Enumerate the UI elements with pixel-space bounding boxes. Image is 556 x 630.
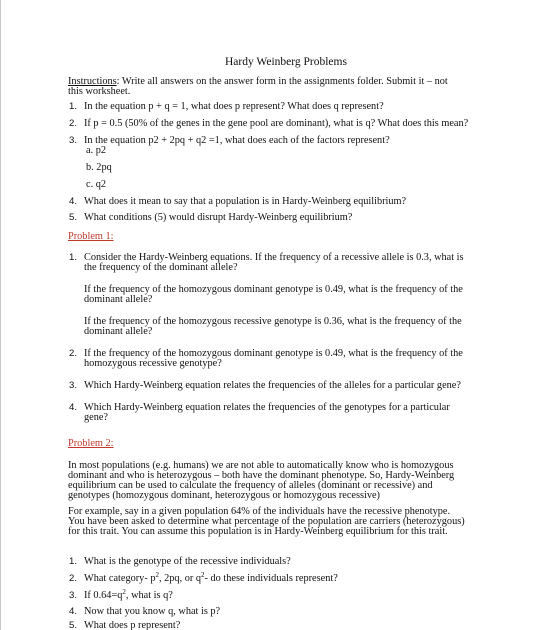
paragraph-line: In most populations (e.g. humans) we are not able to automatically know who is homozygous (68, 460, 454, 471)
question-number: 3. (69, 135, 78, 146)
superscript: 2 (122, 588, 126, 596)
question-line-2: the frequency of the dominant allele? (84, 262, 238, 273)
instructions-text: : Write all answers on the answer form in the assignments folder. Submit it – not (116, 76, 448, 87)
question-number: 4. (69, 196, 78, 207)
text-segment: What category- p (84, 573, 156, 584)
question-text: What is the genotype of the recessive individuals? (84, 556, 291, 567)
paragraph-line: for this trait. You can assume this population is in Hardy-Weinberg equilibrium for this trait. (68, 526, 448, 537)
question-number: 2. (69, 348, 78, 359)
question-text (84, 590, 173, 601)
worksheet-title: Hardy Weinberg Problems (225, 56, 347, 68)
text-segment: , 2pq, or q (158, 573, 202, 584)
question-number: 5. (69, 620, 78, 630)
superscript: 2 (201, 571, 205, 579)
question-part-b: b. 2pq (86, 162, 112, 173)
question-number: 2. (69, 118, 78, 129)
superscript: 2 (155, 571, 159, 579)
text-segment: , what is q? (125, 590, 173, 601)
question-part-c: c. q2 (86, 179, 107, 190)
question-line-1: Which Hardy-Weinberg equation relates the frequencies of the genotypes for a particular (84, 402, 450, 413)
question-number: 1. (69, 556, 78, 567)
instructions-label: Instructions (68, 76, 117, 87)
subquestion-1-line-1: If the frequency of the homozygous dominant genotype is 0.49, what is the frequency of the (84, 284, 463, 295)
question-part-a: a. p2 (86, 145, 107, 156)
question-number: 2. (69, 573, 78, 584)
paragraph-line: For example, say in a given population 64% of the individuals have the recessive phenotype. (68, 506, 451, 517)
question-number: 5. (69, 212, 78, 223)
question-number: 4. (69, 606, 78, 617)
question-text: If p = 0.5 (50% of the genes in the gene pool are dominant), what is q? What does this mean? (84, 118, 469, 129)
subquestion-2-line-2: dominant allele? (84, 326, 153, 337)
subquestion-2-line-1: If the frequency of the homozygous recessive genotype is 0.36, what is the frequency of the (84, 316, 462, 327)
question-number: 3. (69, 590, 78, 601)
paragraph-line: You have been asked to determine what percentage of the population are carriers (heterozygous) (68, 516, 465, 527)
question-line-1: If the frequency of the homozygous dominant genotype is 0.49, what is the frequency of the (84, 348, 463, 359)
question-line-2: homozygous recessive genotype? (84, 358, 222, 369)
problem-1-heading: Problem 1: (68, 231, 114, 242)
paragraph-line: equilibrium can be used to calculate the frequency of alleles (dominant or recessive) and (68, 480, 433, 491)
question-text: What conditions (5) would disrupt Hardy-Weinberg equilibrium? (84, 212, 353, 223)
question-text: In the equation p + q = 1, what does p represent? What does q represent? (84, 101, 384, 112)
paragraph-line: dominant and who is heterozygous – both have the dominant phenotype. So, Hardy-Weinberg (68, 470, 455, 481)
question-line-2: gene? (84, 412, 109, 423)
question-text (84, 573, 338, 584)
instructions-line-2: this worksheet. (68, 86, 131, 97)
question-number: 3. (69, 380, 78, 391)
subquestion-1-line-2: dominant allele? (84, 294, 153, 305)
problem-2-heading: Problem 2: (68, 438, 114, 449)
paragraph-line: genotypes (homozygous dominant, heterozygous or homozygous recessive) (68, 490, 380, 501)
question-line-1: Which Hardy-Weinberg equation relates the frequencies of the alleles for a particular gene? (84, 380, 461, 391)
question-line-1: Consider the Hardy-Weinberg equations. If the frequency of a recessive allele is 0.3, what is (84, 252, 464, 263)
question-text: What does it mean to say that a population is in Hardy-Weinberg equilibrium? (84, 196, 407, 207)
question-number: 4. (69, 402, 78, 413)
question-number: 1. (69, 101, 78, 112)
text-segment: If 0.64=q (84, 590, 123, 601)
question-number: 1. (69, 252, 78, 263)
question-text: In the equation p2 + 2pq + q2 =1, what does each of the factors represent? (84, 135, 390, 146)
question-text: Now that you know q, what is p? (84, 606, 221, 617)
question-text: What does p represent? (84, 620, 181, 630)
page-left-border (0, 0, 1, 630)
text-segment: - do these individuals represent? (204, 573, 338, 584)
